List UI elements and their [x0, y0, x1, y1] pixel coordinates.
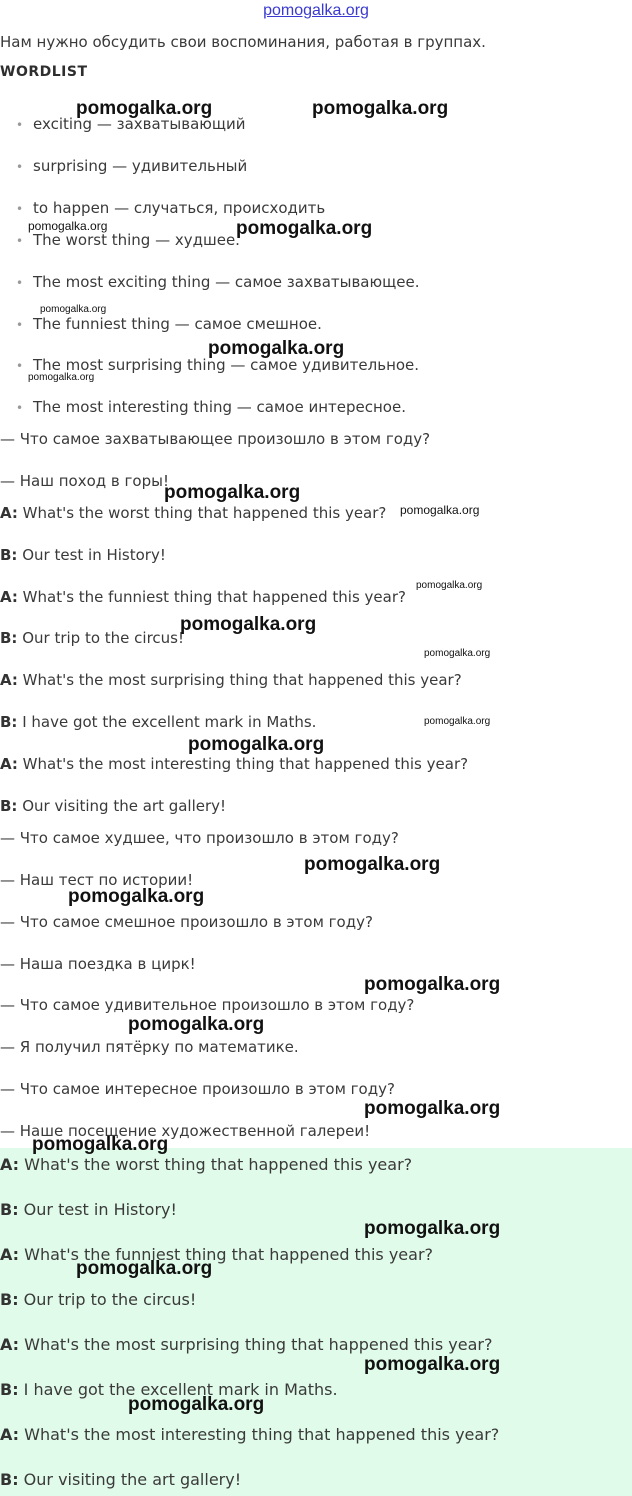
watermark: pomogalka.org: [312, 98, 449, 119]
dialogue-line: A: What's the worst thing that happened this year?: [0, 504, 387, 522]
list-item: • surprising — удивительный: [16, 157, 248, 175]
translation-line: — Что самое худшее, что произошло в этом году?: [0, 829, 399, 847]
speaker-label: B:: [0, 629, 18, 647]
watermark: pomogalka.org: [128, 1394, 265, 1415]
bullet-icon: •: [16, 318, 24, 332]
answer-line: B: Our trip to the circus!: [0, 1290, 197, 1309]
speaker-label: B:: [0, 797, 18, 815]
dialogue-line: A: What's the most surprising thing that happened this year?: [0, 671, 462, 689]
watermark: pomogalka.org: [424, 716, 491, 727]
intro-text: Нам нужно обсудить свои воспоминания, работая в группах.: [0, 33, 486, 51]
speaker-label: A:: [0, 671, 18, 689]
dialogue-line: B: Our trip to the circus!: [0, 629, 185, 647]
site-header-link[interactable]: pomogalka.org: [263, 2, 369, 19]
bullet-icon: •: [16, 401, 24, 415]
speaker-label: A:: [0, 1155, 20, 1174]
list-item: • The most interesting thing — самое интересное.: [16, 398, 406, 416]
answer-line: A: What's the funniest thing that happened this year?: [0, 1245, 434, 1264]
watermark: pomogalka.org: [188, 734, 325, 755]
speaker-label: B:: [0, 546, 18, 564]
dialogue-line: B: I have got the excellent mark in Maths.: [0, 713, 317, 731]
speaker-label: B:: [0, 1380, 19, 1399]
speaker-label: A:: [0, 755, 18, 773]
answer-line: A: What's the worst thing that happened this year?: [0, 1155, 413, 1174]
dialogue-line: B: Our visiting the art gallery!: [0, 797, 227, 815]
speaker-label: A:: [0, 1425, 20, 1444]
translation-line: — Наше посещение художественной галереи!: [0, 1122, 371, 1140]
watermark: pomogalka.org: [28, 372, 95, 383]
bullet-icon: •: [16, 234, 24, 248]
watermark: pomogalka.org: [364, 1354, 501, 1375]
answer-box: [0, 1148, 632, 1496]
watermark: pomogalka.org: [208, 338, 345, 359]
watermark: pomogalka.org: [40, 304, 107, 315]
speaker-label: B:: [0, 713, 18, 731]
bullet-icon: •: [16, 118, 24, 132]
watermark: pomogalka.org: [400, 503, 480, 517]
dialogue-line: A: What's the most interesting thing that happened this year?: [0, 755, 469, 773]
example-question: — Что самое захватывающее произошло в этом году?: [0, 430, 431, 448]
translation-line: — Наша поездка в цирк!: [0, 955, 196, 973]
watermark: pomogalka.org: [76, 98, 213, 119]
watermark: pomogalka.org: [424, 648, 491, 659]
answer-line: B: Our visiting the art gallery!: [0, 1470, 242, 1489]
watermark: pomogalka.org: [76, 1258, 213, 1279]
bullet-icon: •: [16, 202, 24, 216]
bullet-icon: •: [16, 160, 24, 174]
speaker-label: A:: [0, 1335, 20, 1354]
dialogue-line: A: What's the funniest thing that happened this year?: [0, 588, 406, 606]
watermark: pomogalka.org: [68, 886, 205, 907]
watermark: pomogalka.org: [28, 219, 108, 233]
watermark: pomogalka.org: [164, 482, 301, 503]
answer-line: B: Our test in History!: [0, 1200, 177, 1219]
watermark: pomogalka.org: [236, 218, 373, 239]
list-item: • to happen — случаться, происходить: [16, 199, 326, 217]
watermark: pomogalka.org: [32, 1134, 169, 1155]
watermark: pomogalka.org: [364, 1098, 501, 1119]
translation-line: — Что самое смешное произошло в этом году?: [0, 913, 373, 931]
speaker-label: B:: [0, 1200, 19, 1219]
speaker-label: B:: [0, 1470, 19, 1489]
bullet-icon: •: [16, 276, 24, 290]
speaker-label: B:: [0, 1290, 19, 1309]
watermark: pomogalka.org: [128, 1014, 265, 1035]
speaker-label: A:: [0, 588, 18, 606]
example-answer: — Наш поход в горы!: [0, 472, 169, 490]
list-item: • The worst thing — худшее.: [16, 231, 240, 249]
speaker-label: A:: [0, 1245, 20, 1264]
answer-line: A: What's the most surprising thing that happened this year?: [0, 1335, 493, 1354]
answer-line: A: What's the most interesting thing that happened this year?: [0, 1425, 500, 1444]
watermark: pomogalka.org: [180, 614, 317, 635]
list-item: • The funniest thing — самое смешное.: [16, 315, 322, 333]
list-item: • exciting — захватывающий: [16, 115, 246, 133]
watermark: pomogalka.org: [364, 974, 501, 995]
translation-line: — Наш тест по истории!: [0, 871, 194, 889]
translation-line: — Что самое удивительное произошло в этом году?: [0, 996, 415, 1014]
translation-line: — Что самое интересное произошло в этом году?: [0, 1080, 395, 1098]
translation-line: — Я получил пятёрку по математике.: [0, 1038, 299, 1056]
list-item: • The most surprising thing — самое удивительное.: [16, 356, 420, 374]
wordlist-heading: WORDLIST: [0, 64, 88, 80]
bullet-icon: •: [16, 359, 24, 373]
list-item: • The most exciting thing — самое захватывающее.: [16, 273, 420, 291]
watermark: pomogalka.org: [416, 580, 483, 591]
watermark: pomogalka.org: [304, 854, 441, 875]
dialogue-line: B: Our test in History!: [0, 546, 166, 564]
speaker-label: A:: [0, 504, 18, 522]
answer-line: B: I have got the excellent mark in Maths.: [0, 1380, 338, 1399]
watermark: pomogalka.org: [364, 1218, 501, 1239]
